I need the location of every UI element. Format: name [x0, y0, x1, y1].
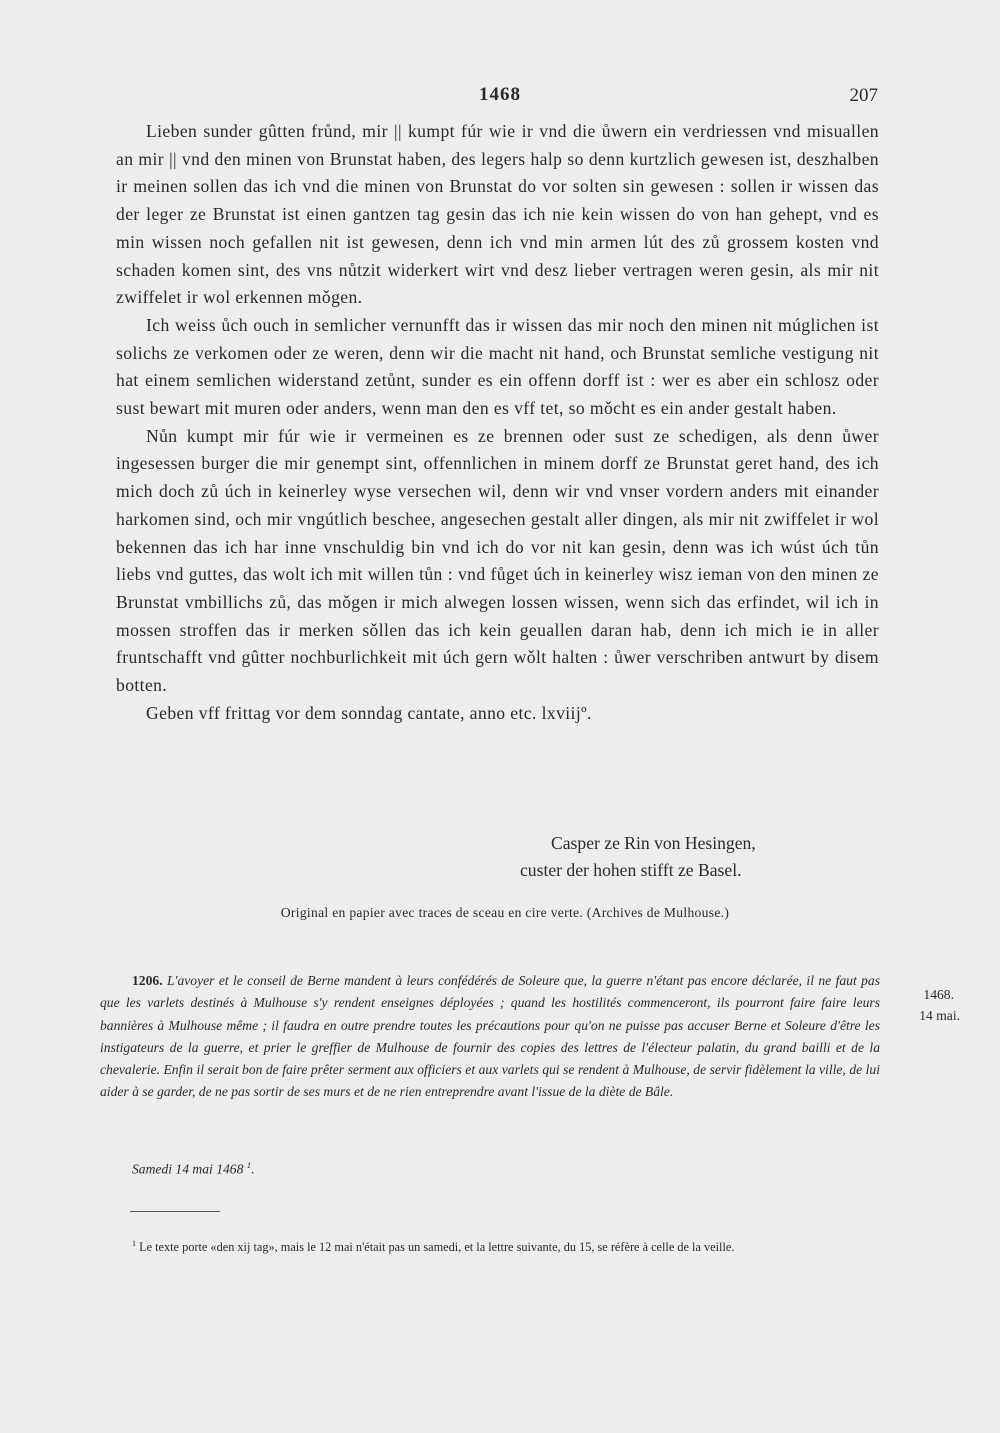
letter-text — [116, 118, 879, 727]
letter-paragraph: Nůn kumpt mir fúr wie ir vermeinen es ze brennen oder sust ze schedigen, als denn ůwer ingesessen burger die mir genempt sint, offennlichen in minem dorff ze Brunstat geret hand, des ich mich doch zů úch in keinerley wyse versechen wil, denn wir vnd vnser vordern anders mit einander harkomen sind, och mir vngútlich beschee, angesechen gestalt aller dingen, als mir nit zwiffelet ir wol bekennen das ich har inne vnschuldig bin vnd ich do vor nit kan gesin, denn was ich wúst úch tůn liebs vnd guttes, das wolt ich mit willen tůn : vnd fůget úch in keinerley wisz ieman von den minen ze Brunstat vmbillichs zů, das mǒgen ir mich alwegen lossen wissen, wenn sich das erfindet, wil ich in mossen stroffen das ir merken sǒllen das ich kein geuallen daran hab, denn ich mich ie in aller fruntschafft vnd gûtter nochburlichkeit mit úch gern wǒlt halten : ůwer verschriben antwurt by disem botten. — [116, 425, 879, 696]
source-note: Original en papier avec traces de sceau en cire verte. (Archives de Mulhouse.) — [280, 905, 730, 920]
footnote-text: Le texte porte «den xij tag», mais le 12 mai n'était pas un samedi, et la lettre suivante, du 15, se réfère à celle de la veille. — [139, 1240, 735, 1255]
signature-line: custer der hohen stifft ze Basel. — [520, 860, 742, 880]
margin-date: 14 mai. — [919, 1008, 960, 1023]
running-header-year: 1468 — [479, 84, 521, 105]
entry-number: 1206. — [132, 973, 163, 988]
footnote-reference[interactable]: 1 — [246, 1160, 252, 1170]
entry-date: Samedi 14 mai 1468 $^1$. — [132, 1160, 255, 1177]
entry-summary: L'avoyer et le conseil de Berne mandent à leurs confédérés de Soleure que, la guerre n'étant pas encore déclarée, il ne faut pas que les varlets destinés à Mulhouse s'y rendent enseignes déployées ; quand les hostilités commenceront, ils pourront faire faire leurs bannières à Mulhouse même ; il faudra en outre prendre toutes les précautions pour qu'on ne puisse pas accuser Berne et Soleure d'être les instigateurs de la guerre, et prier le greffier de Mulhouse de fournir des copies des lettres de l'électeur palatin, du grand bailli et de la chevalerie. Enfin il serait bon de faire prêter serment aux officiers et aux varlets qui se rendent à Mulhouse, de servir fidèlement la ville, de lui aider à se garder, de ne pas sortir de ses murs et de ne rien entreprendre avant l'issue de la diète de Bâle. — [100, 973, 880, 1100]
letter-paragraph: Ich weiss ůch ouch in semlicher vernunfft das ir wissen das mir noch den minen nit múglichen ist solichs ze verkomen oder ze weren, denn wir die macht nit hand, och Brunstat semliche vestigung nit hat einem semlichen widerstand zetůnt, sunder es ein offenn dorff ist : wer es aber ein schlosz oder sust bewart mit muren oder anders, wenn man den es vff tet, so mǒcht es ein ander gestalt haben. — [116, 314, 879, 419]
footnote-mark: 1 — [132, 1239, 136, 1248]
footnote-divider — [130, 1211, 220, 1212]
letter-dating-clause: Geben vff frittag vor dem sonndag cantate, anno etc. lxviijº. — [146, 702, 592, 723]
signature-line: Casper ze Rin von Hesingen, — [551, 833, 756, 853]
page-number: 207 — [849, 85, 878, 106]
letter-paragraph: Lieben sunder gûtten frůnd, mir || kumpt fúr wie ir vnd die ůwern ein verdriessen vnd misuallen an mir || vnd den minen von Brunstat haben, des legers halp so denn kurtzlich gewesen ist, deszhalben ir meinen sollen das ich vnd die minen von Brunstat do vor solten sin gewesen : sollen ir wissen das der leger ze Brunstat ist einen gantzen tag gesin das ich nie kein wissen do von han gehept, vnd es min wissen noch gefallen nit ist gewesen, denn ich vnd min armen lút des zů grossem kosten vnd schaden komen sint, des vns nůtzit widerkert wirt vnd desz lieber vertragen weren gesin, als mir nit zwiffelet ir wol erkennen mǒgen. — [116, 121, 879, 308]
document-entry — [100, 970, 880, 1104]
footnote — [100, 1234, 880, 1257]
margin-year: 1468. — [923, 987, 954, 1002]
